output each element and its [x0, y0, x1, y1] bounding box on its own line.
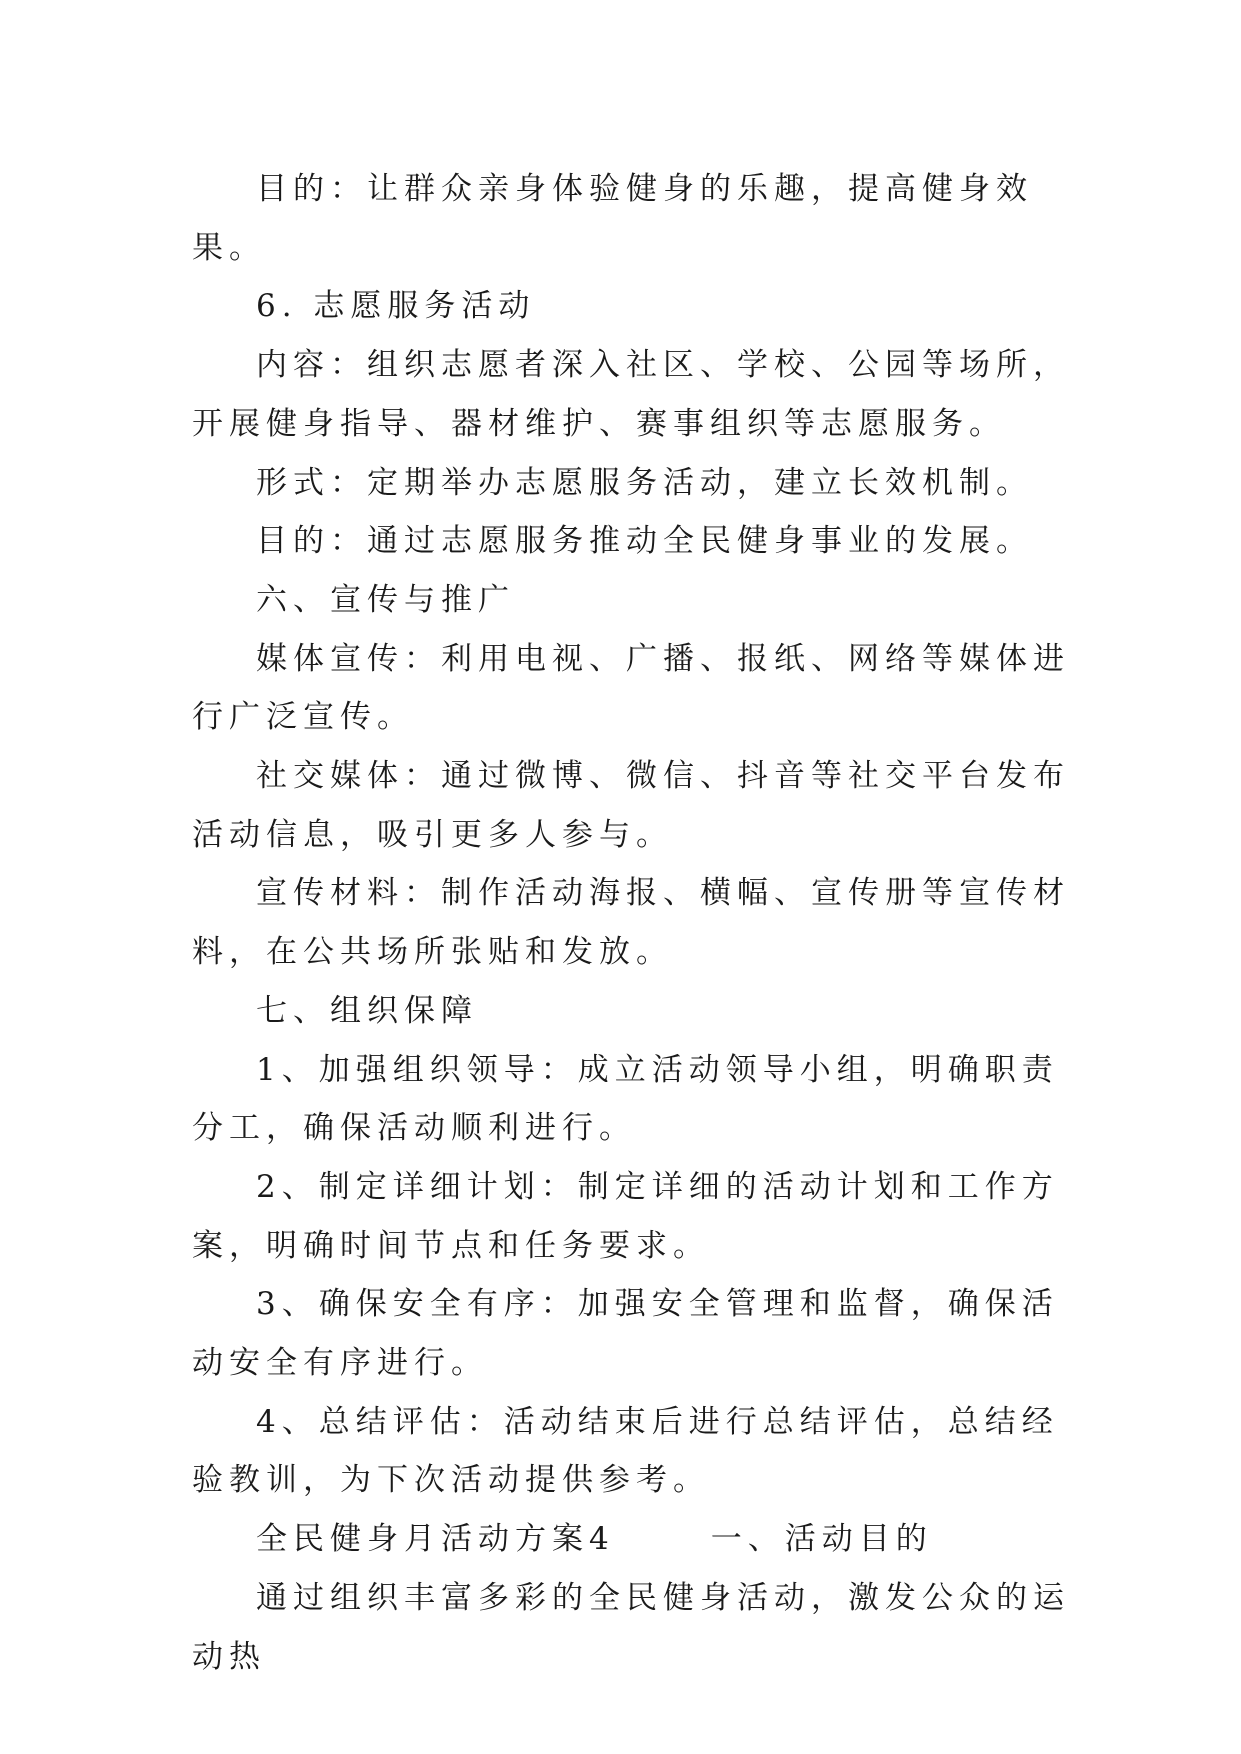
document-body	[192, 160, 1072, 1686]
heading-text: 6. 志愿服务活动	[256, 288, 536, 325]
paragraph	[192, 1569, 1072, 1686]
paragraph	[192, 454, 1072, 513]
paragraph	[192, 160, 1072, 277]
paragraph-text: 1、加强组织领导：成立活动领导小组，明确职责分工，	[192, 1051, 1059, 1147]
paragraph	[192, 747, 1072, 864]
paragraph-text: 社交媒体：通过微博、微信、抖音等社交平台发布活动	[192, 758, 1070, 853]
paragraph-text-continued: 确保活动顺利进行。	[303, 1110, 636, 1147]
paragraph	[192, 512, 1072, 571]
document-title: 全民健身月活动方案4	[256, 1521, 615, 1558]
paragraph-text: 形式：定期举办志愿服务活动，建立长效机制。	[256, 464, 1033, 501]
paragraph-text: 3、确保安全有序：加强安全管理和监督，确保活动安	[192, 1286, 1059, 1382]
paragraph-text: 媒体宣传：利用电视、广播、报纸、网络等媒体进行广	[192, 640, 1070, 736]
heading-text: 七、组织保障	[256, 992, 478, 1029]
paragraph-text: 2、制定详细计划：制定详细的活动计划和工作方案，	[192, 1168, 1059, 1264]
paragraph-text: 目的：让群众亲身体验健身的乐趣，提高健身效果。	[192, 171, 1033, 266]
paragraph-text: 4、总结评估：活动结束后进行总结评估，总结经验教	[192, 1403, 1059, 1499]
paragraph-text-continued: 全有序进行。	[266, 1345, 488, 1382]
paragraph	[192, 1158, 1072, 1275]
paragraph	[192, 864, 1072, 981]
paragraph-text: 内容：组织志愿者深入社区、学校、公园等场所，开展	[192, 347, 1070, 442]
section-heading-inline: 一、活动目的	[710, 1521, 933, 1558]
paragraph-text: 通过组织丰富多彩的全民健身活动，激发公众的运动热	[192, 1579, 1070, 1675]
paragraph-text-continued: 信息，吸引更多人参与。	[266, 816, 673, 853]
paragraph	[192, 336, 1072, 453]
section-heading	[192, 277, 1072, 336]
paragraph-text-continued: 明确时间节点和任务要求。	[266, 1227, 710, 1264]
paragraph-text: 宣传材料：制作活动海报、横幅、宣传册等宣传材料，	[192, 875, 1070, 971]
document-title-line	[192, 1510, 1072, 1569]
paragraph-text-continued: 在公共场所张贴和发放。	[266, 934, 673, 971]
paragraph-text-continued: 健身指导、器材维护、赛事组织等志愿服务。	[266, 405, 1006, 442]
heading-text: 六、宣传与推广	[256, 581, 515, 618]
paragraph-text-continued: 训，为下次活动提供参考。	[266, 1462, 710, 1499]
paragraph-text: 目的：通过志愿服务推动全民健身事业的发展。	[256, 523, 1033, 560]
paragraph	[192, 630, 1072, 747]
paragraph	[192, 1275, 1072, 1392]
paragraph	[192, 1041, 1072, 1158]
section-heading	[192, 982, 1072, 1041]
paragraph-text-continued: 泛宣传。	[266, 699, 414, 736]
paragraph	[192, 1393, 1072, 1510]
section-heading	[192, 571, 1072, 630]
